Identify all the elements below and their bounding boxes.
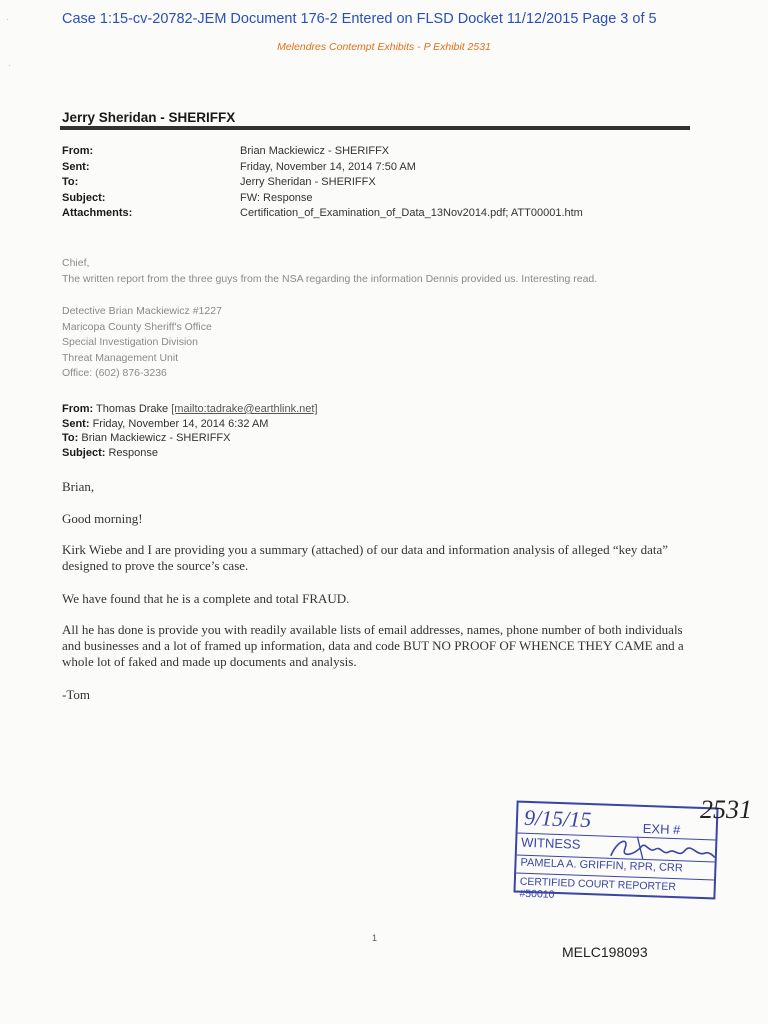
letter-paragraph: Good morning!	[62, 511, 143, 526]
fwd-from-value: Thomas Drake	[96, 403, 169, 415]
signature-line: Office: (602) 876-3236	[62, 367, 167, 379]
signature-line: Special Investigation Division	[62, 336, 198, 348]
letter-paragraph: We have found that he is a complete and total FRAUD.	[62, 591, 350, 606]
page-number: 1	[372, 933, 378, 943]
exhibit-number: 2531	[700, 795, 752, 824]
from-label: From:	[62, 145, 94, 157]
fwd-to-row	[62, 431, 318, 446]
signature-line: Threat Management Unit	[62, 351, 179, 364]
to-label: To:	[62, 176, 79, 188]
attachments-value: Certification_of_Examination_of_Data_13Nov2014.pdf; ATT00001.htm	[240, 207, 583, 219]
fwd-from-label: From:	[62, 403, 94, 415]
fwd-from-row	[62, 402, 318, 417]
exhibit-stamp	[513, 801, 718, 900]
message-body	[62, 256, 597, 287]
letter-paragraph: All he has done is provide you with readily available lists of email addresses, names, phone number of both individuals and businesses and a lot of framed up information, data and code BUT NO PROOF OF WHENCE THEY CAME and a whole lot of faked and made up documents and analysis.	[62, 622, 684, 669]
exhibit-label: Melendres Contempt Exhibits - P Exhibit 2531	[277, 41, 491, 53]
fwd-email-link[interactable]: [mailto:tadrake@earthlink.net]	[171, 403, 318, 415]
sent-value: Friday, November 14, 2014 7:50 AM	[240, 160, 416, 173]
scan-speck: ·	[8, 60, 11, 70]
email-header	[62, 144, 583, 222]
case-header: Case 1:15-cv-20782-JEM Document 176-2 Entered on FLSD Docket 11/12/2015 Page 3 of 5	[62, 11, 657, 27]
signature-line: Maricopa County Sheriff's Office	[62, 320, 212, 333]
header-to-row	[62, 175, 583, 191]
to-value: Jerry Sheridan - SHERIFFX	[240, 176, 376, 188]
signature-line: Detective Brian Mackiewicz #1227	[62, 305, 222, 317]
header-from-row	[62, 144, 583, 160]
header-subject-row	[62, 191, 583, 207]
header-sent-row	[62, 160, 583, 176]
attachments-label: Attachments:	[62, 207, 133, 219]
subject-label: Subject:	[62, 191, 106, 204]
fwd-sent-value: Friday, November 14, 2014 6:32 AM	[92, 417, 269, 430]
fwd-to-label: To:	[62, 432, 79, 444]
header-rule	[60, 126, 690, 130]
fwd-sent-row	[62, 417, 318, 432]
from-value: Brian Mackiewicz - SHERIFFX	[240, 145, 390, 157]
message-greeting: Chief,	[62, 257, 90, 269]
fwd-subject-row	[62, 446, 318, 461]
letter-paragraph: Kirk Wiebe and I are providing you a summary (attached) of our data and information analysis of alleged “key data” designed to prove the source’s case.	[62, 542, 669, 573]
letter-salutation: Brian,	[62, 479, 95, 494]
stamp-date: 9/15/15	[523, 804, 592, 833]
fwd-subject-label: Subject:	[62, 446, 106, 459]
forwarded-header	[62, 402, 318, 460]
stamp-exh-label: EXH #	[642, 820, 681, 838]
fwd-to-value: Brian Mackiewicz - SHERIFFX	[81, 432, 231, 444]
letter-closing: -Tom	[62, 687, 90, 702]
subject-value: FW: Response	[240, 191, 313, 204]
signature-block	[62, 304, 222, 382]
message-text: The written report from the three guys from the NSA regarding the information Dennis provided us. Interesting read.	[62, 272, 598, 285]
header-attachments-row	[62, 206, 583, 222]
fwd-sent-label: Sent:	[62, 417, 90, 430]
stamp-certification: CERTIFIED COURT REPORTER #50010	[519, 875, 677, 901]
scan-speck: ·	[6, 14, 9, 24]
mailbox-owner: Jerry Sheridan - SHERIFFX	[62, 110, 236, 125]
stamp-reporter: PAMELA A. GRIFFIN, RPR, CRR	[520, 856, 684, 875]
sent-label: Sent:	[62, 160, 90, 173]
bates-number: MELC198093	[562, 944, 648, 960]
fwd-subject-value: Response	[108, 446, 159, 459]
stamp-witness-label: WITNESS	[520, 834, 581, 852]
